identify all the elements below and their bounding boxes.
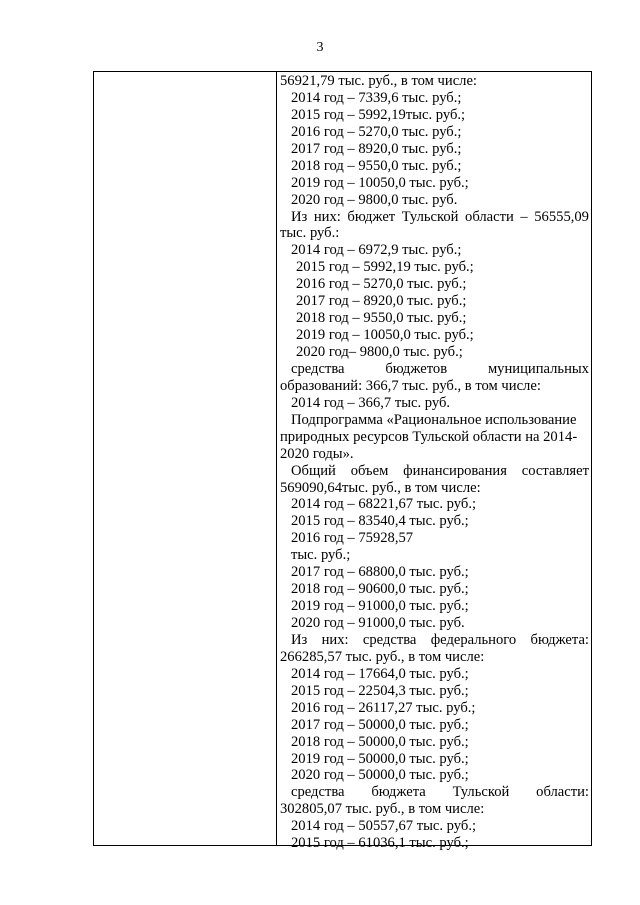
text-line: Подпрограмма «Рациональное использование — [291, 411, 577, 428]
text-line: 2017 год – 8920,0 тыс. руб.; — [291, 140, 462, 157]
text-line: 2016 год – 75928,57 — [291, 530, 414, 547]
text-line: 2019 год – 10050,0 тыс. руб.; — [296, 327, 474, 344]
text-line: 2015 год – 5992,19тыс. руб.; — [291, 106, 466, 123]
text-line: Из них: бюджет Тульской области – 56555,09 — [291, 208, 589, 225]
text-line: 2020 год– 9800,0 тыс. руб.; — [296, 344, 463, 360]
text-line: 2017 год – 68800,0 тыс. руб.; — [291, 564, 469, 581]
text-line: 2019 год – 50000,0 тыс. руб.; — [291, 750, 469, 767]
text-line: средства бюджетов муниципальных — [291, 360, 589, 377]
text-line: 2020 год – 9800,0 тыс. руб. — [291, 191, 458, 208]
text-line: образований: 366,7 тыс. руб., в том числе: — [280, 377, 541, 394]
text-line: 2017 год – 8920,0 тыс. руб.; — [296, 293, 467, 310]
text-line: 2014 год – 68221,67 тыс. руб.; — [291, 496, 477, 513]
text-line: 2015 год – 22504,3 тыс. руб.; — [291, 682, 469, 699]
funding-table — [93, 71, 592, 852]
text-line: 2015 год – 61036,1 тыс. руб.; — [291, 835, 469, 852]
text-line: 266285,57 тыс. руб., в том числе: — [280, 648, 485, 665]
text-line: 2014 год – 50557,67 тыс. руб.; — [291, 818, 477, 835]
text-line: 2015 год – 83540,4 тыс. руб.; — [291, 513, 469, 530]
text-line: 2014 год – 6972,9 тыс. руб.; — [291, 242, 462, 259]
text-line: средства бюджета Тульской области: — [291, 784, 589, 801]
text-line: Общий объем финансирования составляет — [291, 462, 589, 479]
text-line: 569090,64тыс. руб., в том числе: — [280, 479, 481, 496]
text-line: 2017 год – 50000,0 тыс. руб.; — [291, 716, 469, 733]
text-line: 2018 год – 9550,0 тыс. руб.; — [296, 310, 467, 327]
table-right-cell — [280, 73, 589, 852]
text-line: 2020 год – 91000,0 тыс. руб. — [291, 615, 465, 631]
column-divider — [276, 72, 277, 845]
text-line: 2018 год – 50000,0 тыс. руб.; — [291, 733, 469, 750]
text-line: 2018 год – 9550,0 тыс. руб.; — [291, 157, 462, 174]
text-line: тыс. руб.; — [291, 547, 351, 564]
text-line: 2014 год – 7339,6 тыс. руб.; — [291, 89, 462, 106]
text-line: 2020 годы». — [280, 445, 354, 462]
text-line: Из них: средства федерального бюджета: — [291, 631, 589, 648]
text-line: 302805,07 тыс. руб., в том числе: — [280, 801, 485, 818]
page-number: 3 — [316, 40, 324, 55]
text-line: 2020 год – 50000,0 тыс. руб.; — [291, 767, 469, 784]
text-line: 2014 год – 17664,0 тыс. руб.; — [291, 665, 469, 682]
text-line: 2016 год – 26117,27 тыс. руб.; — [291, 699, 476, 716]
text-line: 2019 год – 91000,0 тыс. руб.; — [291, 598, 469, 615]
text-line: 2015 год – 5992,19 тыс. руб.; — [296, 259, 474, 276]
text-line: природных ресурсов Тульской области на 2014- — [280, 428, 578, 445]
text-line: 2016 год – 5270,0 тыс. руб.; — [296, 276, 467, 293]
text-line: тыс. руб.: — [280, 225, 340, 242]
text-line: 2018 год – 90600,0 тыс. руб.; — [291, 581, 469, 598]
text-line: 2016 год – 5270,0 тыс. руб.; — [291, 123, 462, 140]
text-line: 2014 год – 366,7 тыс. руб. — [291, 394, 451, 411]
text-line: 56921,79 тыс. руб., в том числе: — [280, 73, 477, 89]
text-line: 2019 год – 10050,0 тыс. руб.; — [291, 174, 469, 191]
